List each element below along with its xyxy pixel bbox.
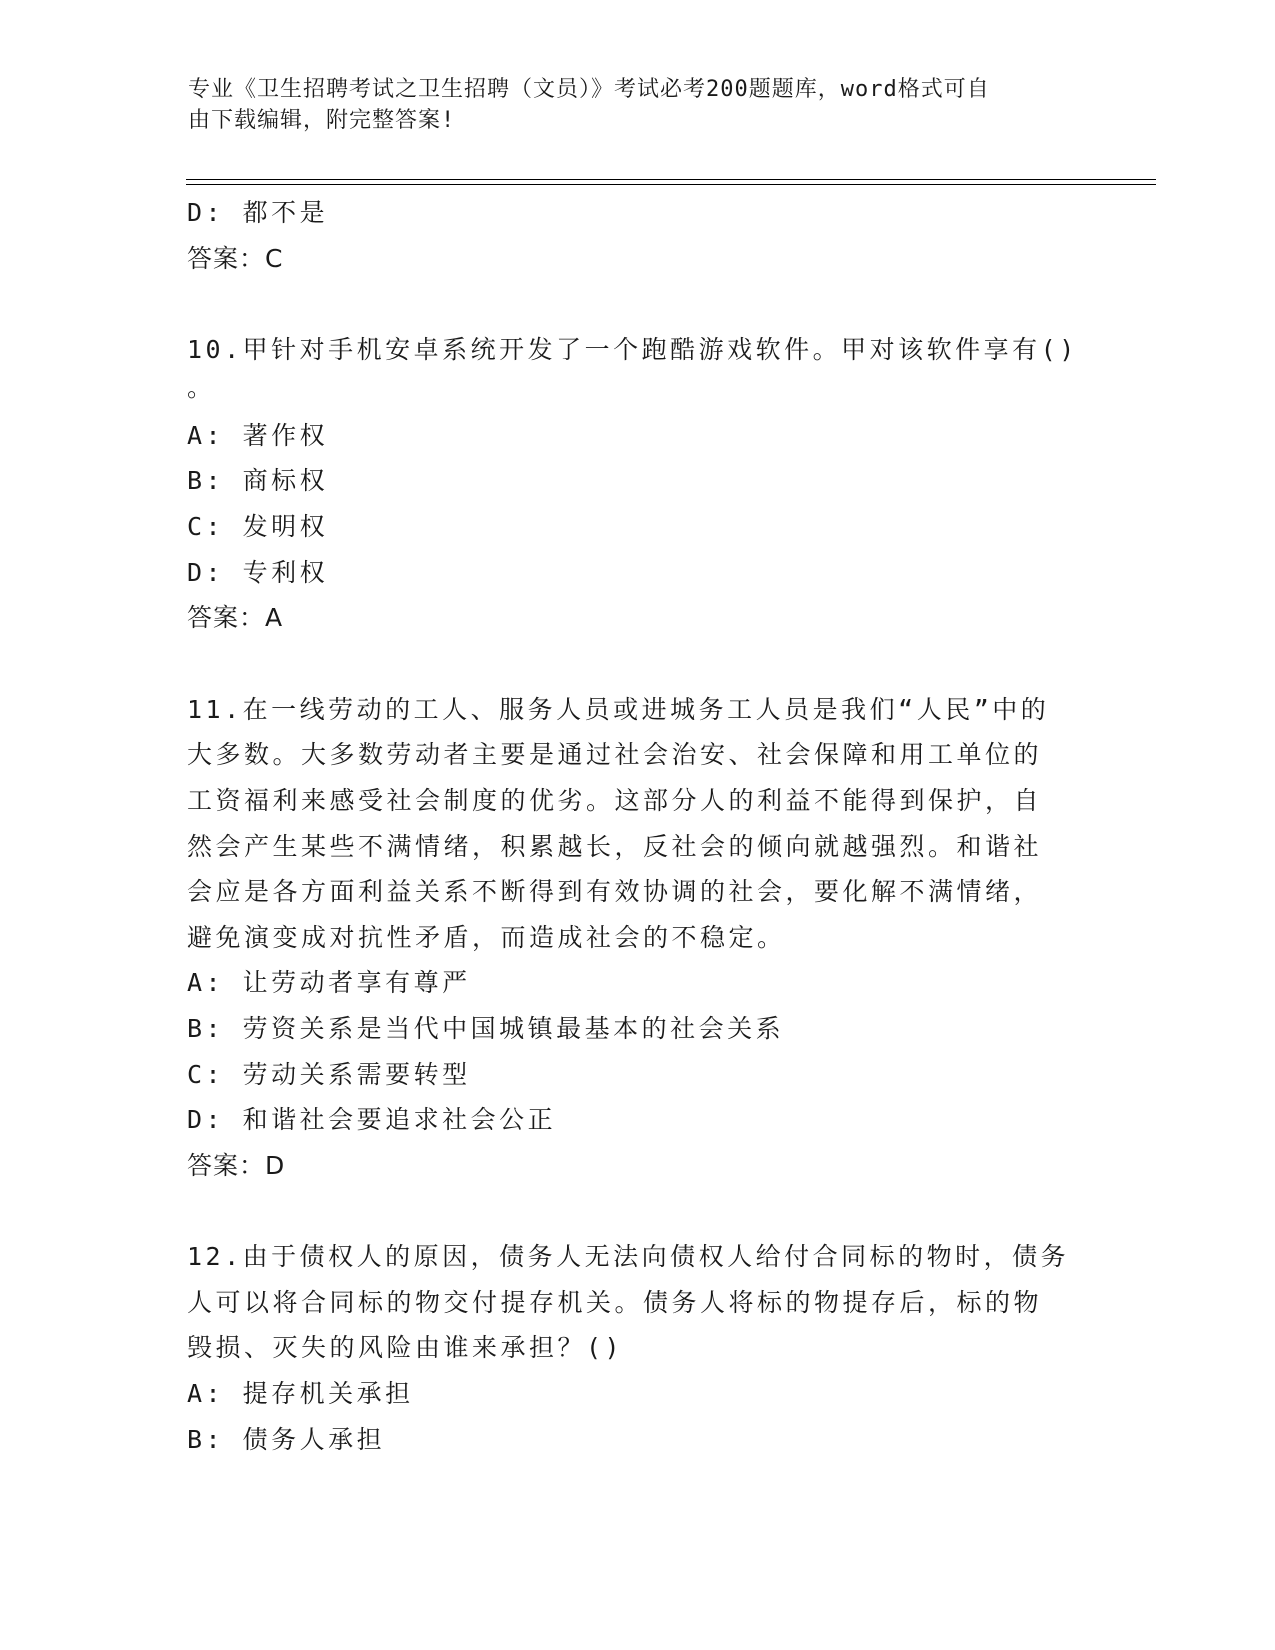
option-d: D: 都不是 bbox=[187, 198, 329, 227]
question-text-line: 会应是各方面利益关系不断得到有效协调的社会，要化解不满情绪， bbox=[187, 877, 1043, 907]
question-11 bbox=[187, 687, 1087, 1189]
header-divider-top bbox=[186, 179, 1156, 180]
spacer bbox=[187, 1188, 1087, 1234]
option-b: B: 债务人承担 bbox=[187, 1424, 386, 1454]
option-c: C: 劳动关系需要转型 bbox=[187, 1059, 471, 1089]
header-line-1: 专业《卫生招聘考试之卫生招聘（文员）》考试必考200题题库，word格式可自 bbox=[188, 77, 990, 102]
question-10 bbox=[187, 327, 1087, 641]
option-b: B: 劳资关系是当代中国城镇最基本的社会关系 bbox=[187, 1013, 785, 1043]
option-a: A: 著作权 bbox=[187, 420, 329, 450]
option-c: C: 发明权 bbox=[187, 511, 329, 541]
question-content bbox=[187, 190, 1087, 1462]
previous-question-tail bbox=[187, 190, 1087, 281]
question-text-line: 毁损、灭失的风险由谁来承担？() bbox=[187, 1333, 624, 1363]
option-a: A: 提存机关承担 bbox=[187, 1379, 414, 1409]
question-text-line: 。 bbox=[187, 372, 216, 402]
option-d: D: 和谐社会要追求社会公正 bbox=[187, 1105, 557, 1135]
spacer bbox=[187, 641, 1087, 687]
question-text-line: 然会产生某些不满情绪，积累越长，反社会的倾向就越强烈。和谐社 bbox=[187, 831, 1043, 861]
question-text-line: 人可以将合同标的物交付提存机关。债务人将标的物提存后，标的物 bbox=[187, 1287, 1043, 1317]
question-text-line: 12.由于债权人的原因，债务人无法向债权人给付合同标的物时，债务 bbox=[187, 1242, 1070, 1272]
spacer bbox=[187, 281, 1087, 327]
answer: 答案：A bbox=[187, 603, 284, 633]
question-text-line: 大多数。大多数劳动者主要是通过社会治安、社会保障和用工单位的 bbox=[187, 740, 1043, 770]
header-divider-bottom bbox=[186, 184, 1156, 185]
question-text-line: 11.在一线劳动的工人、服务人员或进城务工人员是我们“人民”中的 bbox=[187, 694, 1050, 724]
answer: 答案：D bbox=[187, 1150, 286, 1180]
question-text-line: 10.甲针对手机安卓系统开发了一个跑酷游戏软件。甲对该软件享有() bbox=[187, 335, 1078, 365]
question-12 bbox=[187, 1234, 1087, 1462]
option-d: D: 专利权 bbox=[187, 557, 329, 587]
question-text-line: 工资福利来感受社会制度的优劣。这部分人的利益不能得到保护，自 bbox=[187, 785, 1043, 815]
header-line-2: 由下载编辑，附完整答案! bbox=[188, 108, 456, 133]
answer: 答案：C bbox=[187, 243, 284, 273]
option-b: B: 商标权 bbox=[187, 466, 329, 496]
document-header bbox=[188, 74, 1068, 136]
question-text-line: 避免演变成对抗性矛盾，而造成社会的不稳定。 bbox=[187, 922, 786, 952]
option-a: A: 让劳动者享有尊严 bbox=[187, 968, 471, 998]
